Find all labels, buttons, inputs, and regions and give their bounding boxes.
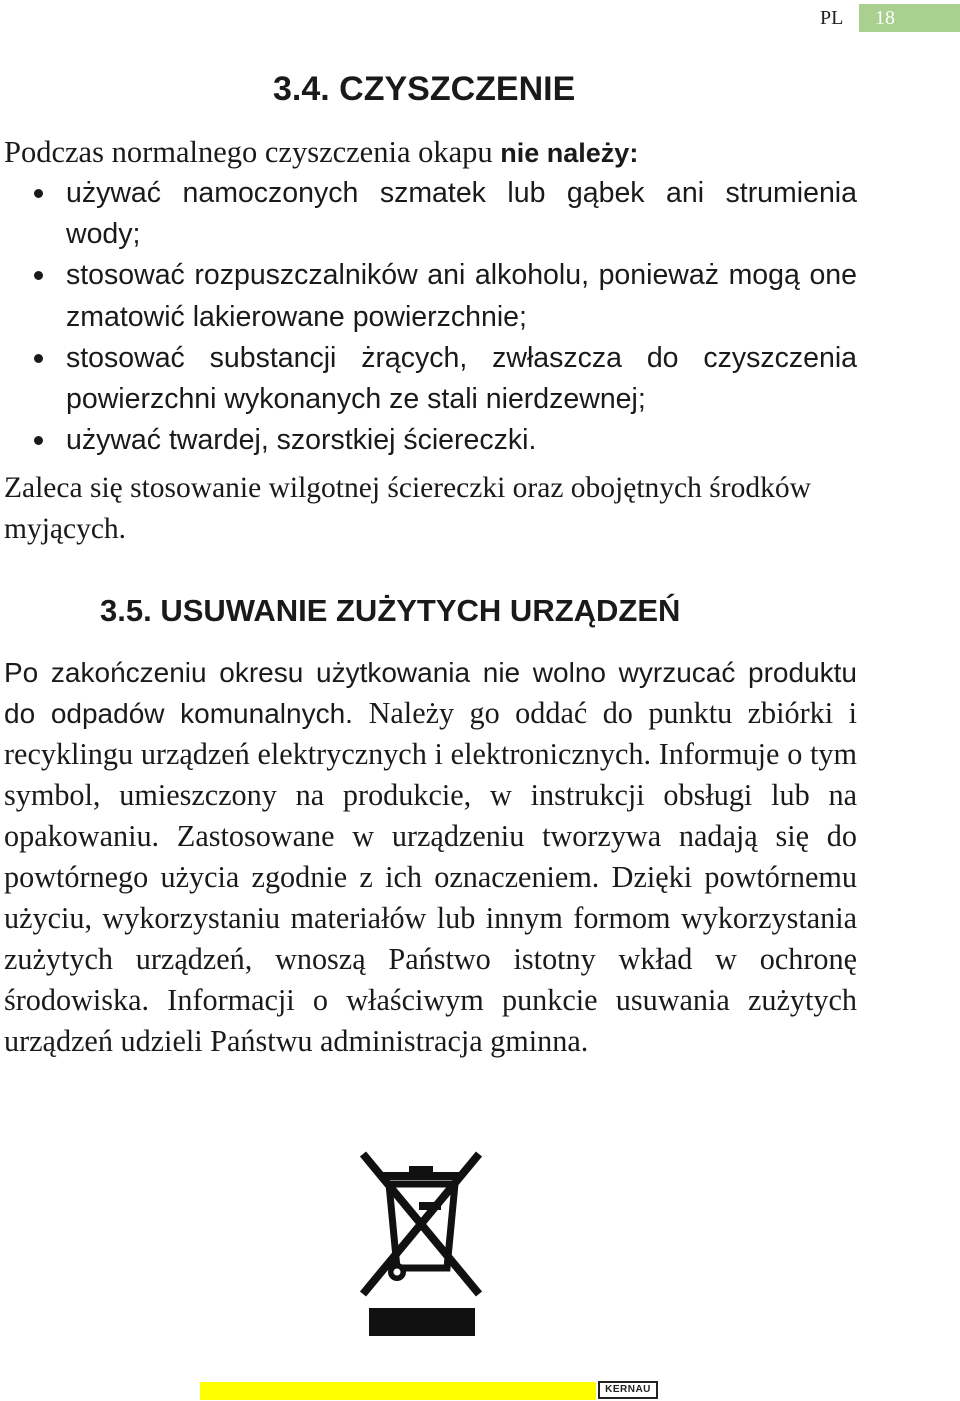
intro-text: Podczas normalnego czyszczenia okapu	[4, 135, 501, 169]
cleaning-bullet-list	[4, 173, 857, 461]
bin-lid	[383, 1172, 461, 1180]
disposal-text-e: Dzięki powtórnemu użyciu, wykorzystaniu materiałów lub innym formom wykorzystania zużytych urządzeń, wnoszą Państwo istotny wkład w ochronę środowiska.	[4, 860, 857, 1017]
cleaning-recommendation: Zaleca się stosowanie wilgotnej ściereczki oraz obojętnych środków myjących.	[4, 472, 811, 545]
bin-lid-handle	[409, 1166, 433, 1172]
brand-logo: KERNAU	[598, 1381, 658, 1399]
crossed-out-wheeled-bin-icon	[355, 1148, 487, 1338]
disposal-paragraph	[4, 652, 857, 1062]
disposal-text-c: Informuje o tym symbol, umieszczony na produkcie, w instrukcji obsługi lub na opakowaniu.	[4, 737, 858, 853]
disposal-text-f: Informacji o właściwym punkcie usuwania zużytych urządzeń udzieli Państwu administracja gminna.	[4, 983, 857, 1058]
disposal-text-d: Zastosowane w urządzeniu tworzywa nadają się do powtórnego użycia zgodnie z ich oznaczeniem.	[4, 819, 857, 894]
disposal-text-b: Należy go oddać do punktu zbiórki i recyklingu urządzeń elektrycznych i elektronicznych.	[4, 696, 857, 771]
intro-bold: nie należy:	[500, 138, 639, 168]
symbol-underbar	[369, 1308, 475, 1336]
bullet-item: używać twardej, szorstkiej ściereczki.	[4, 420, 857, 461]
page-number: 18	[875, 7, 895, 29]
bullet-item: stosować substancji żrących, zwłaszcza do czyszczenia powierzchni wykonanych ze stali nierdzewnej;	[4, 338, 857, 420]
section-title-disposal: 3.5. USUWANIE ZUŻYTYCH URZĄDZEŃ	[100, 593, 681, 628]
footer-accent-bar	[200, 1382, 596, 1400]
disposal-text-a: Po zakończeniu okresu użytkowania nie wolno wyrzucać produktu do odpadów komunalnych.	[4, 657, 857, 729]
cleaning-intro	[4, 132, 857, 174]
bullet-item: stosować rozpuszczalników ani alkoholu, ponieważ mogą one zmatowić lakierowane powierzchnie;	[4, 255, 857, 337]
page-number-badge	[859, 4, 960, 32]
section-title-cleaning: 3.4. CZYSZCZENIE	[273, 70, 576, 108]
bullet-item: używać namoczonych szmatek lub gąbek ani strumienia wody;	[4, 173, 857, 255]
header-lang: PL	[820, 7, 844, 29]
